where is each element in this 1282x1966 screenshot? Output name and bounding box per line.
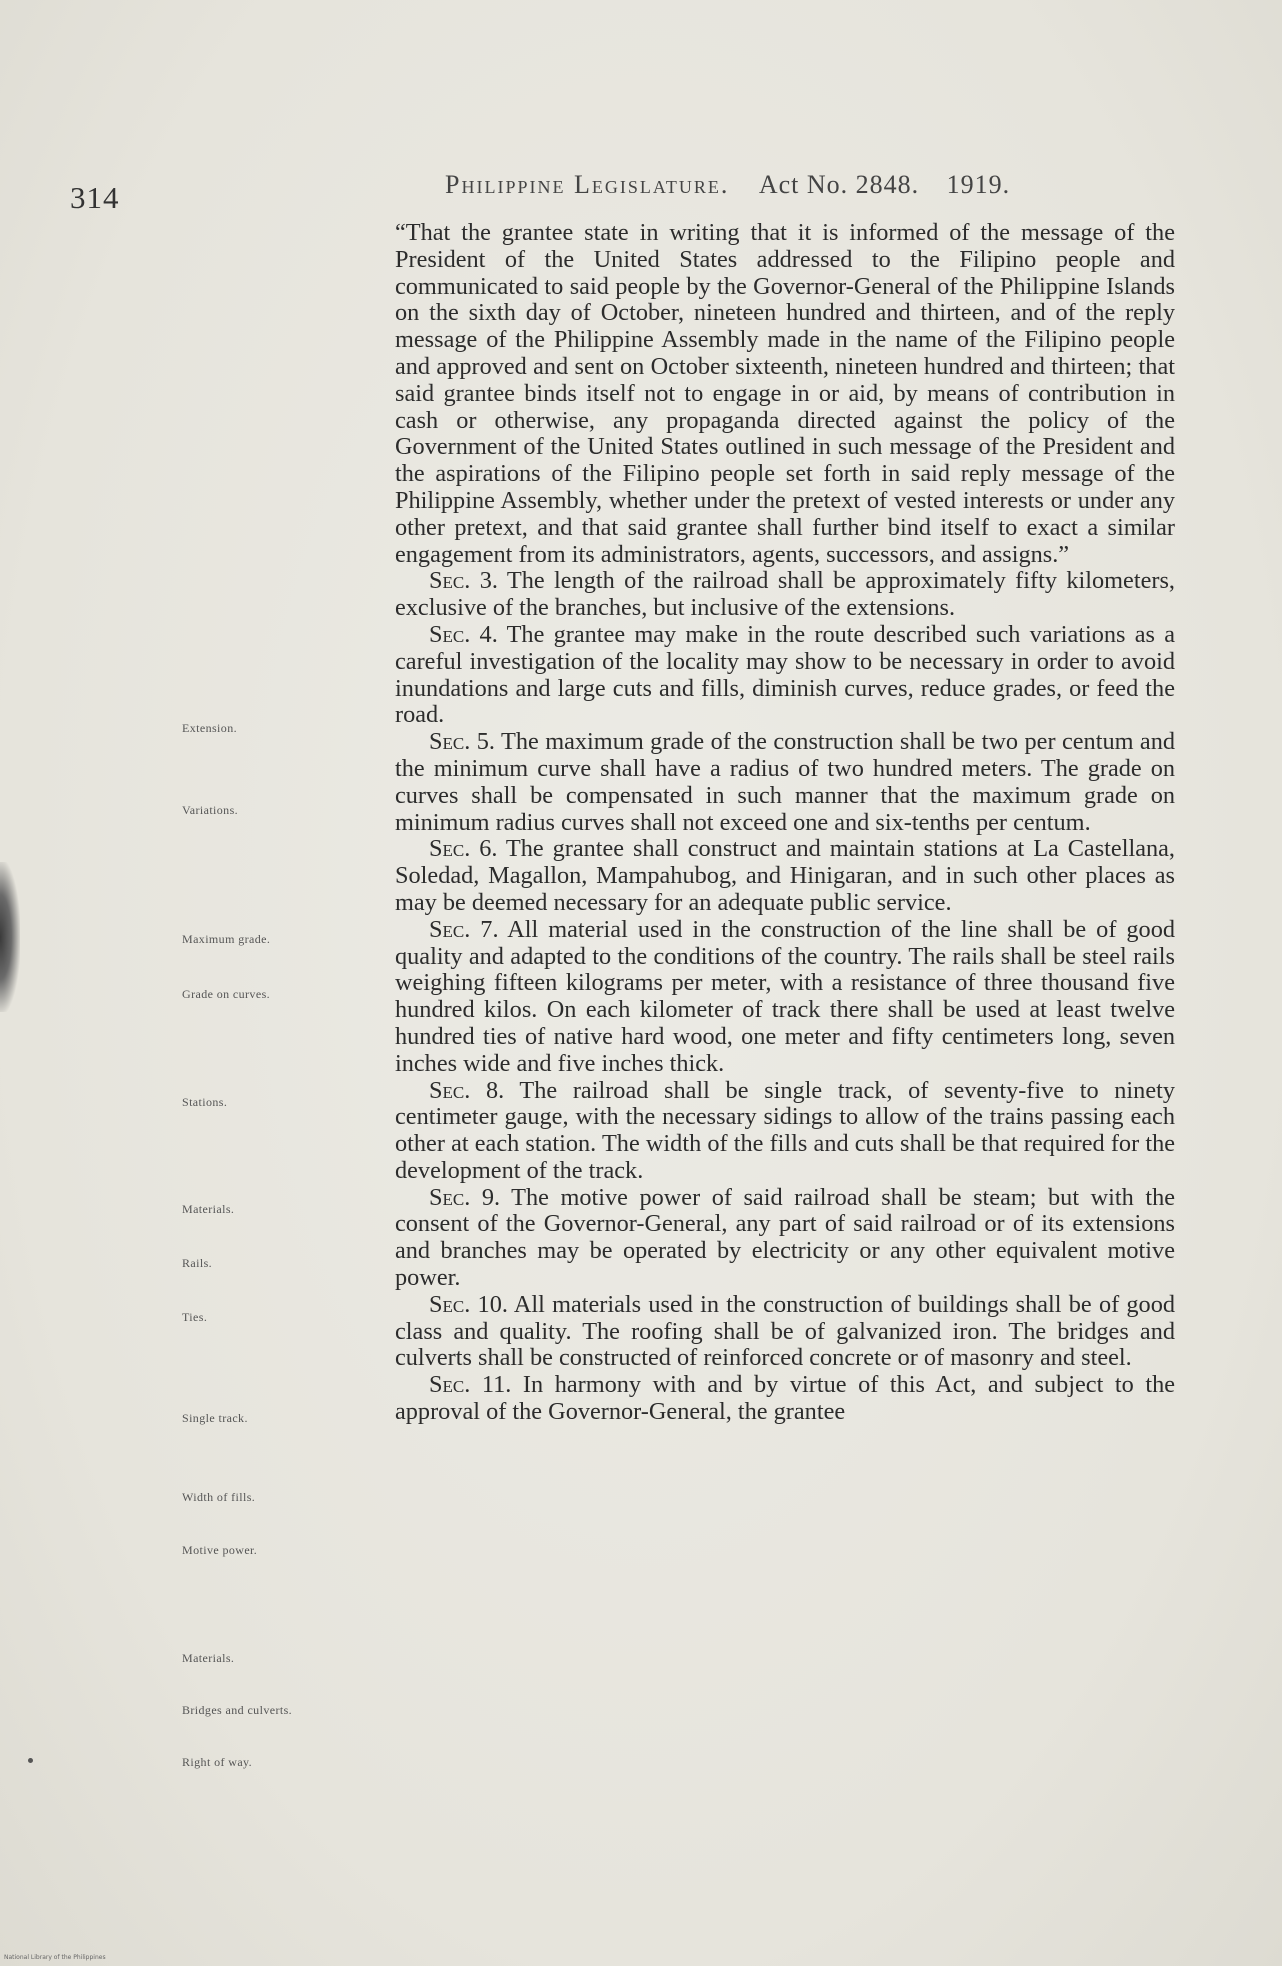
paragraph-text: All materials used in the construction of buildings shall be of good class and quality. The roofing shall be of galvanized iron. The bridges and culverts shall be constructed of reinforced concrete or of masonry and steel. (395, 1290, 1176, 1372)
section-4-paragraph (395, 622, 1175, 729)
paragraph-text: In harmony with and by virtue of this Act, and subject to the approval of the Governor-General, the grantee (395, 1371, 1176, 1426)
body-text (395, 220, 1175, 1426)
margin-note-ties: Ties. (182, 1310, 208, 1324)
section-label: Sec. 4. (429, 620, 498, 648)
paragraph-text: The grantee shall construct and maintain stations at La Castellana, Soledad, Magallon, Mampahubog, and Hinigaran, and in such other places as may be deemed necessary for an adequate public service. (395, 835, 1176, 916)
section-label: Sec. 9. (429, 1183, 501, 1211)
running-head-year: 1919. (946, 170, 1011, 199)
paragraph-text: The motive power of said railroad shall be steam; but with the consent of the Governor-General, any part of said railroad or of its extensions and branches may be operated by electricity or any other equivalent motive power. (395, 1183, 1176, 1292)
margin-note-maximum-grade: Maximum grade. (182, 932, 271, 946)
margin-note-variations: Variations. (182, 803, 239, 817)
running-head (445, 170, 1010, 200)
binding-shadow (0, 862, 20, 1012)
running-head-title: Philippine Legislature. (445, 170, 730, 199)
quoted-condition-paragraph (395, 220, 1175, 568)
section-6-paragraph (395, 836, 1175, 916)
margin-note-extension: Extension. (182, 721, 237, 735)
section-11-paragraph (395, 1372, 1175, 1426)
section-5-paragraph (395, 729, 1175, 836)
page-number: 314 (70, 180, 120, 215)
paragraph-text: The grantee may make in the route described such variations as a careful investigation of the locality may show to be necessary in order to avoid inundations and large cuts and fills, diminish curves, reduce grades, or feed the road. (395, 620, 1175, 729)
paragraph-text: All material used in the construction of the line shall be of good quality and adapted to the conditions of the country. The rails shall be steel rails weighing fifteen kilograms per meter, with a resistance of three thousand five hundred kilos. On each kilometer of track there shall be used at least twelve hundred ties of native hard wood, one meter and fifty centimeters long, seven inches wide and five inches thick. (395, 915, 1175, 1077)
speck-mark (28, 1758, 33, 1763)
margin-note-stations: Stations. (182, 1095, 228, 1109)
margin-note-bridges-and-culverts: Bridges and culverts. (182, 1703, 293, 1717)
section-label: Sec. 10. (429, 1290, 508, 1318)
margin-note-materials-2: Materials. (182, 1651, 235, 1665)
section-8-paragraph (395, 1078, 1175, 1185)
section-3-paragraph (395, 568, 1175, 622)
running-head-act: Act No. 2848. (758, 170, 920, 199)
paragraph-text: “That the grantee state in writing that it is informed of the message of the President of the United States addressed to the Filipino people and communicated to said people by the Governor-General of the Philippine Islands on the sixth day of October, nineteen hundred and thirteen, and of the reply message of the Philippine Assembly made in the name of the Filipino people and approved and sent on October sixteenth, nineteen hundred and thirteen; that said grantee binds itself not to engage in or aid, by means of contribution in cash or otherwise, any propaganda directed against the policy of the Government of the United States outlined in such message of the President and the aspirations of the Filipino people set forth in said reply message of the Philippine Assembly, whether under the pretext of vested interests or under any other pretext, and that said grantee shall further bind itself to exact a similar engagement from its administrators, agents, successors, and assigns.” (395, 219, 1175, 568)
paragraph-text: The maximum grade of the construction shall be two per centum and the minimum curve shall have a radius of two hundred meters. The grade on curves shall be compensated in such manner that the maximum grade on minimum radius curves shall not exceed one and six-tenths per centum. (395, 728, 1176, 836)
paragraph-text: The length of the railroad shall be approximately fifty kilometers, exclusive of the branches, but inclusive of the extensions. (395, 567, 1175, 622)
margin-note-motive-power: Motive power. (182, 1543, 258, 1557)
margin-note-rails: Rails. (182, 1256, 213, 1270)
paragraph-text: The railroad shall be single track, of seventy-five to ninety centimeter gauge, with the necessary sidings to allow of the trains passing each other at each station. The width of the fills and cuts shall be that required for the development of the track. (395, 1076, 1176, 1184)
section-9-paragraph (395, 1185, 1175, 1292)
section-label: Sec. 8. (429, 1076, 505, 1104)
section-7-paragraph (395, 917, 1175, 1078)
section-label: Sec. 5. (429, 728, 495, 756)
margin-note-materials: Materials. (182, 1202, 235, 1216)
section-label: Sec. 3. (429, 567, 498, 595)
margin-note-right-of-way: Right of way. (182, 1755, 253, 1769)
section-label: Sec. 6. (429, 835, 498, 863)
margin-note-grade-on-curves: Grade on curves. (182, 987, 271, 1001)
margin-note-single-track: Single track. (182, 1411, 248, 1425)
section-label: Sec. 11. (429, 1371, 512, 1399)
margin-note-width-of-fills: Width of fills. (182, 1490, 256, 1504)
section-10-paragraph (395, 1292, 1175, 1372)
footer-stamp: National Library of the Philippines (4, 1954, 106, 1961)
section-label: Sec. 7. (429, 915, 499, 943)
